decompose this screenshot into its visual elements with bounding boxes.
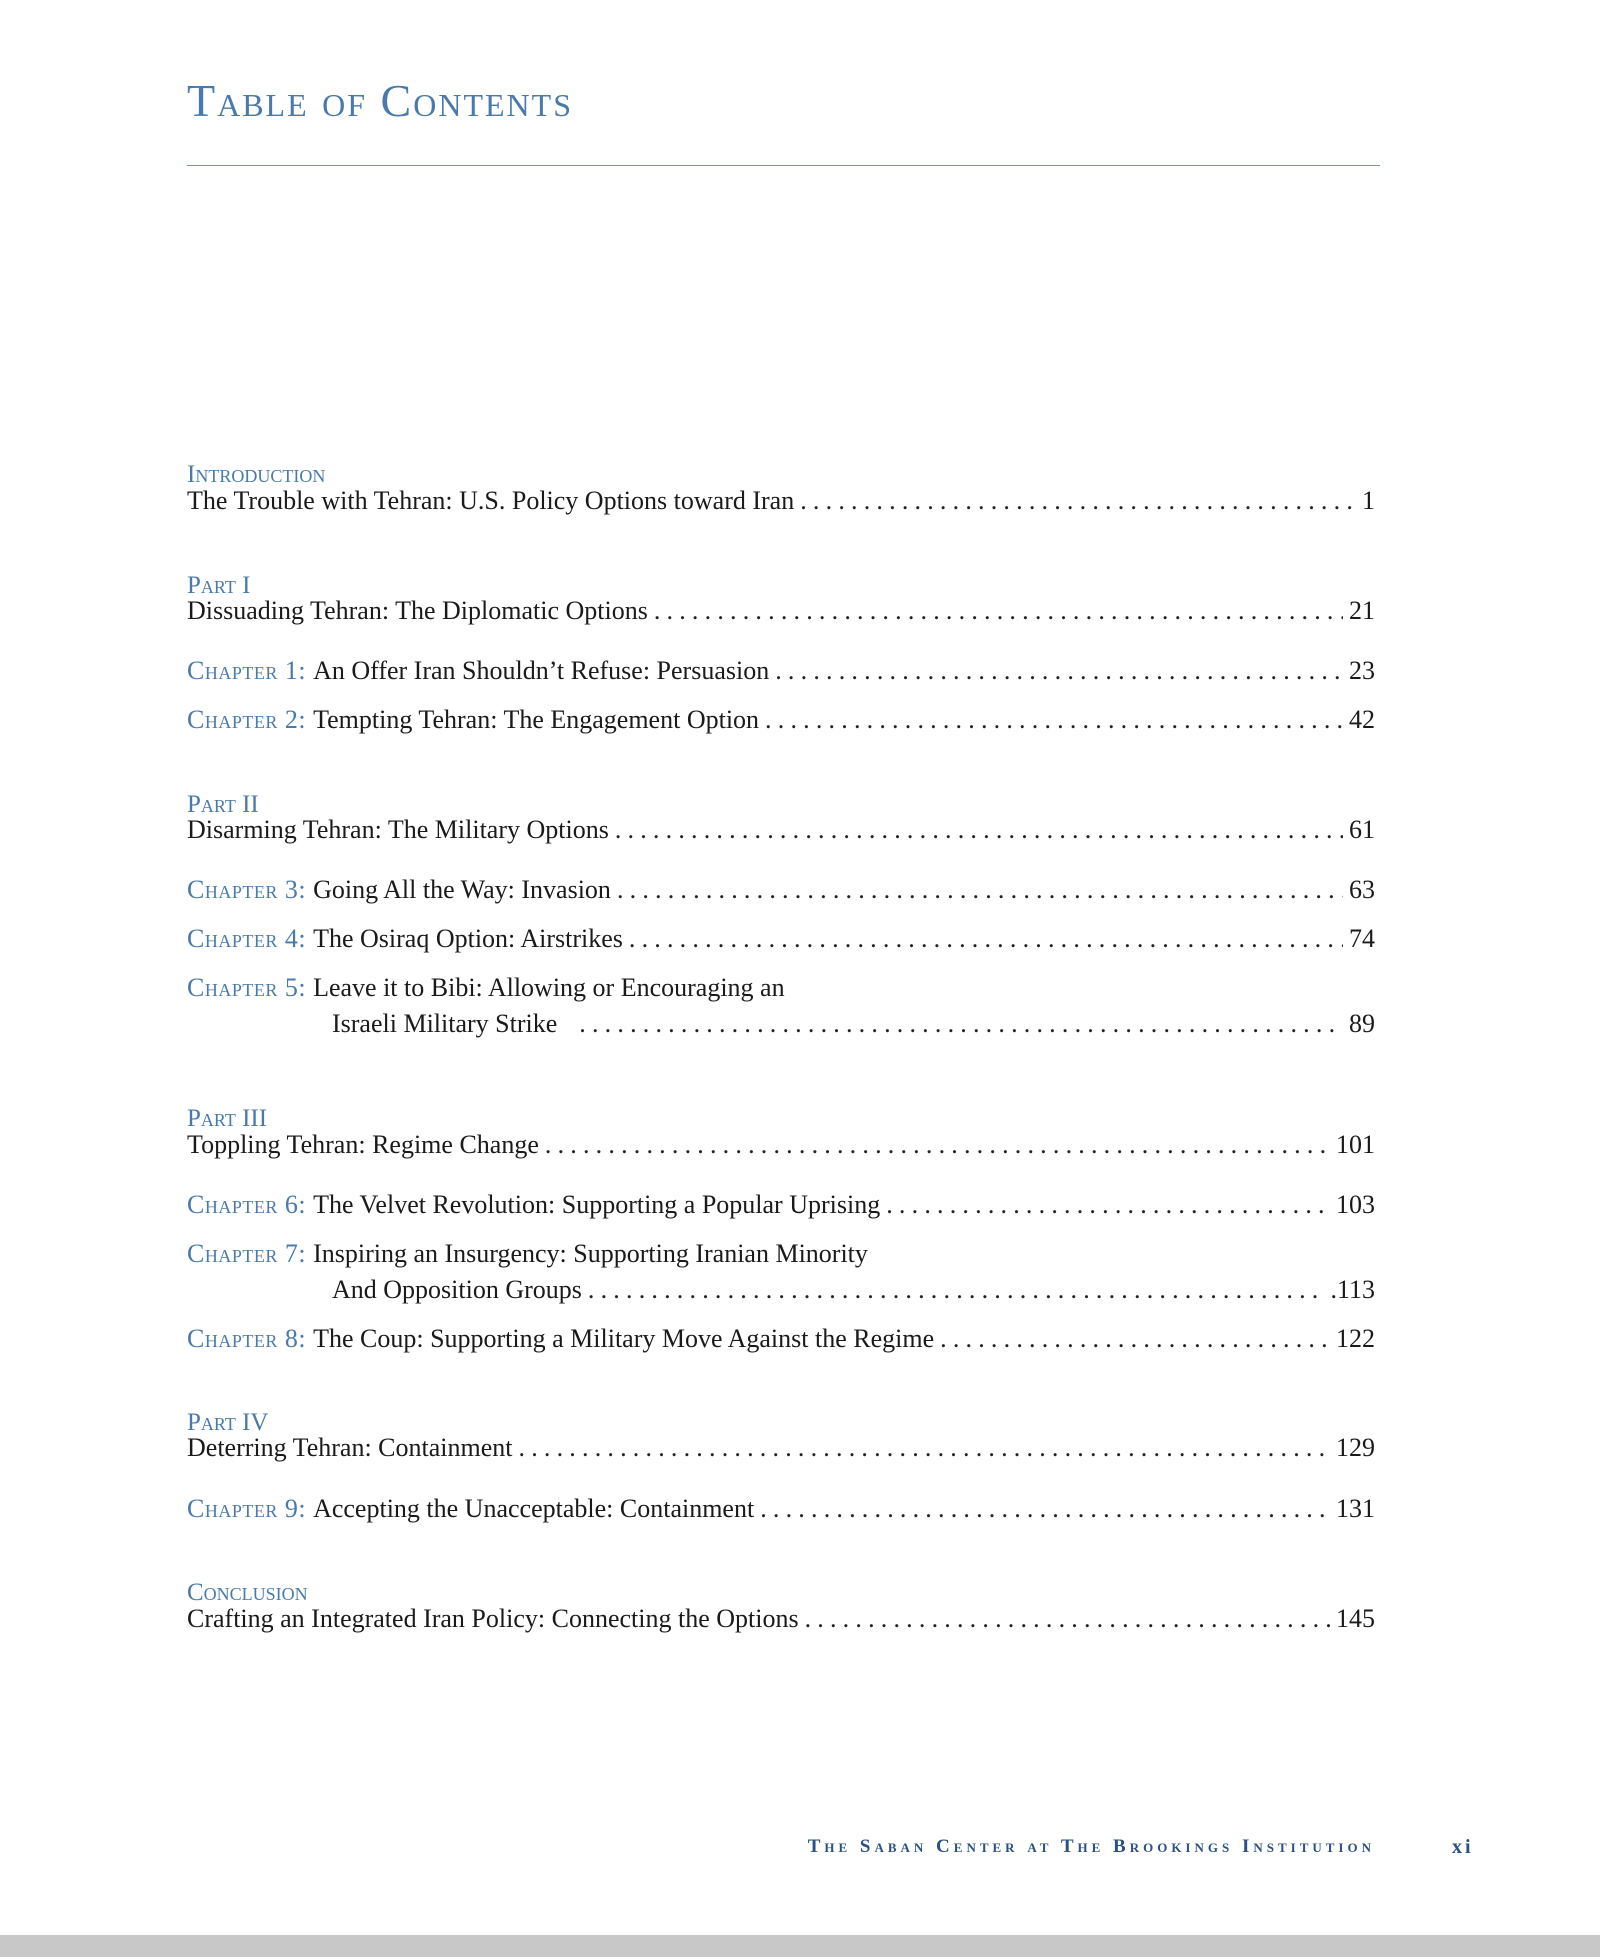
section-label-conclusion: Conclusion xyxy=(187,1579,308,1606)
section-label-introduction: Introduction xyxy=(187,461,326,488)
viewer-bottom-bar xyxy=(0,1935,1600,1957)
page-title: Table of Contents xyxy=(187,75,573,126)
entry-title: The Coup: Supporting a Military Move Against the Regime xyxy=(313,1324,935,1353)
dot-leader xyxy=(760,1496,1330,1522)
entry-page-number: 42 xyxy=(1349,705,1375,734)
toc-entry[interactable] xyxy=(187,1326,1375,1352)
toc-entry[interactable] xyxy=(187,817,1375,843)
section-label-part-ii: Part II xyxy=(187,791,259,818)
entry-page-number: 131 xyxy=(1336,1494,1375,1523)
toc-entry[interactable] xyxy=(187,926,1375,952)
chapter-label: Chapter 6: xyxy=(187,1190,307,1219)
dot-leader xyxy=(765,707,1343,733)
chapter-label: Chapter 7: xyxy=(187,1239,307,1268)
entry-page-number: 103 xyxy=(1336,1190,1375,1219)
entry-title: Tempting Tehran: The Engagement Option xyxy=(313,705,760,734)
chapter-label: Chapter 1: xyxy=(187,656,307,685)
entry-page-number: 145 xyxy=(1336,1604,1375,1633)
toc-entry-continuation[interactable] xyxy=(332,1011,1375,1037)
section-label-part-iv: Part IV xyxy=(187,1409,269,1436)
dot-leader xyxy=(615,817,1343,843)
toc-entry[interactable] xyxy=(187,1435,1375,1461)
entry-title: An Offer Iran Shouldn’t Refuse: Persuasion xyxy=(313,656,770,685)
toc-entry[interactable] xyxy=(187,658,1375,684)
dot-leader xyxy=(775,658,1343,684)
footer-organization: The Saban Center at The Brookings Institution xyxy=(807,1836,1375,1857)
toc-entry[interactable] xyxy=(187,488,1375,514)
entry-title: Crafting an Integrated Iran Policy: Connecting the Options xyxy=(187,1604,799,1633)
toc-entry[interactable] xyxy=(187,1132,1375,1158)
toc-entry-multiline[interactable] xyxy=(187,1241,1375,1267)
dot-leader xyxy=(629,926,1343,952)
entry-title: Dissuading Tehran: The Diplomatic Options xyxy=(187,596,648,625)
entry-page-number: 122 xyxy=(1336,1324,1375,1353)
toc-entry[interactable] xyxy=(187,1496,1375,1522)
dot-leader xyxy=(805,1606,1330,1632)
entry-title: Deterring Tehran: Containment xyxy=(187,1433,513,1462)
entry-title: Toppling Tehran: Regime Change xyxy=(187,1130,539,1159)
dot-leader xyxy=(940,1326,1330,1352)
entry-title: The Trouble with Tehran: U.S. Policy Options toward Iran xyxy=(187,486,795,515)
entry-page-number: 61 xyxy=(1349,815,1375,844)
chapter-label: Chapter 2: xyxy=(187,705,307,734)
dot-leader xyxy=(588,1277,1325,1303)
toc-entry-multiline[interactable] xyxy=(187,975,1375,1001)
toc-entry[interactable] xyxy=(187,1606,1375,1632)
entry-page-number: 21 xyxy=(1349,596,1375,625)
toc-entry[interactable] xyxy=(187,1192,1375,1218)
entry-title-line-2: And Opposition Groups xyxy=(332,1275,582,1304)
dot-leader xyxy=(800,488,1356,514)
dot-leader xyxy=(519,1435,1331,1461)
toc-entry-continuation[interactable] xyxy=(332,1277,1375,1303)
toc-entry[interactable] xyxy=(187,707,1375,733)
dot-leader xyxy=(886,1192,1330,1218)
entry-page-number: 129 xyxy=(1336,1433,1375,1462)
toc-entry[interactable] xyxy=(187,877,1375,903)
dot-leader xyxy=(654,598,1343,624)
chapter-label: Chapter 8: xyxy=(187,1324,307,1353)
entry-title-line-2: Israeli Military Strike xyxy=(332,1009,558,1038)
entry-page-number: 101 xyxy=(1336,1130,1375,1159)
entry-title: Disarming Tehran: The Military Options xyxy=(187,815,609,844)
entry-title-line-1: Leave it to Bibi: Allowing or Encouraging an xyxy=(313,973,785,1002)
chapter-label: Chapter 3: xyxy=(187,875,307,904)
entry-title: Accepting the Unacceptable: Containment xyxy=(313,1494,755,1523)
title-rule xyxy=(187,165,1380,166)
entry-page-number: 74 xyxy=(1349,924,1375,953)
entry-page-number: 89 xyxy=(1349,1009,1375,1038)
dot-leader xyxy=(545,1132,1330,1158)
entry-title: Going All the Way: Invasion xyxy=(313,875,611,904)
chapter-label: Chapter 4: xyxy=(187,924,307,953)
chapter-label: Chapter 9: xyxy=(187,1494,307,1523)
chapter-label: Chapter 5: xyxy=(187,973,307,1002)
entry-page-number: .113 xyxy=(1330,1275,1375,1304)
dot-leader xyxy=(579,1011,1343,1037)
entry-title-line-1: Inspiring an Insurgency: Supporting Iranian Minority xyxy=(313,1239,868,1268)
section-label-part-i: Part I xyxy=(187,572,251,599)
entry-page-number: 23 xyxy=(1349,656,1375,685)
dot-leader xyxy=(617,877,1343,903)
footer-page-number: xi xyxy=(1452,1836,1474,1858)
section-label-part-iii: Part III xyxy=(187,1105,268,1132)
entry-page-number: 63 xyxy=(1349,875,1375,904)
entry-page-number: 1 xyxy=(1362,486,1375,515)
entry-title: The Velvet Revolution: Supporting a Popular Uprising xyxy=(313,1190,881,1219)
entry-title: The Osiraq Option: Airstrikes xyxy=(313,924,623,953)
toc-entry[interactable] xyxy=(187,598,1375,624)
